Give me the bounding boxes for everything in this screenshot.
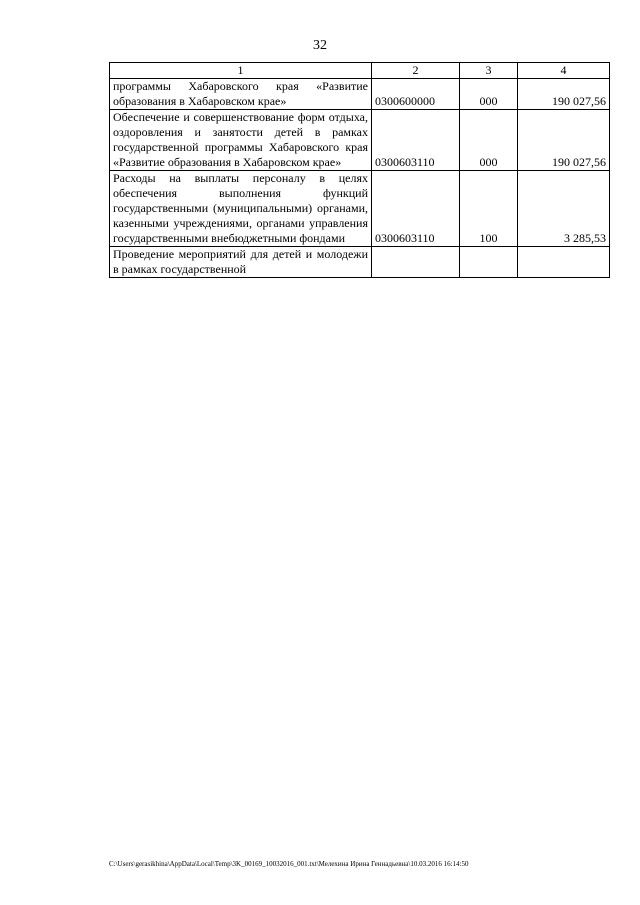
column-header-2: 2 bbox=[372, 63, 460, 79]
table-header-row bbox=[110, 63, 610, 79]
row-type-cell: 000 bbox=[460, 79, 518, 110]
row-type-cell bbox=[460, 247, 518, 278]
row-amount-cell: 3 285,53 bbox=[518, 171, 610, 247]
row-code-cell: 0300600000 bbox=[372, 79, 460, 110]
row-name-cell: Проведение мероприятий для детей и молодежи в рамках государственной bbox=[110, 247, 372, 278]
column-header-4: 4 bbox=[518, 63, 610, 79]
table-row bbox=[110, 110, 610, 171]
row-code-cell: 0300603110 bbox=[372, 171, 460, 247]
table-row bbox=[110, 247, 610, 278]
row-amount-cell: 190 027,56 bbox=[518, 79, 610, 110]
row-amount-cell: 190 027,56 bbox=[518, 110, 610, 171]
budget-table bbox=[109, 62, 610, 278]
row-code-cell: 0300603110 bbox=[372, 110, 460, 171]
table-row bbox=[110, 79, 610, 110]
row-name-cell: Расходы на выплаты персоналу в целях обеспечения выполнения функций государственными (муниципальными) органами, казенными учреждениями, органами управления государственными внебюджетными фондами bbox=[110, 171, 372, 247]
page-number: 32 bbox=[313, 38, 327, 53]
column-header-3: 3 bbox=[460, 63, 518, 79]
row-name-cell: программы Хабаровского края «Развитие образования в Хабаровском крае» bbox=[110, 79, 372, 110]
table-row bbox=[110, 171, 610, 247]
column-header-1: 1 bbox=[110, 63, 372, 79]
row-type-cell: 000 bbox=[460, 110, 518, 171]
row-code-cell bbox=[372, 247, 460, 278]
row-amount-cell bbox=[518, 247, 610, 278]
row-type-cell: 100 bbox=[460, 171, 518, 247]
footer-file-path: C:\Users\gerasikhina\AppData\Local\Temp\3K_00169_10032016_001.txt\Мелехина Ирина Геннадьевна\10.03.2016 16:14:50 bbox=[109, 860, 469, 868]
row-name-cell: Обеспечение и совершенствование форм отдыха, оздоровления и занятости детей в рамках государственной программы Хабаровского края «Развитие образования в Хабаровском крае» bbox=[110, 110, 372, 171]
